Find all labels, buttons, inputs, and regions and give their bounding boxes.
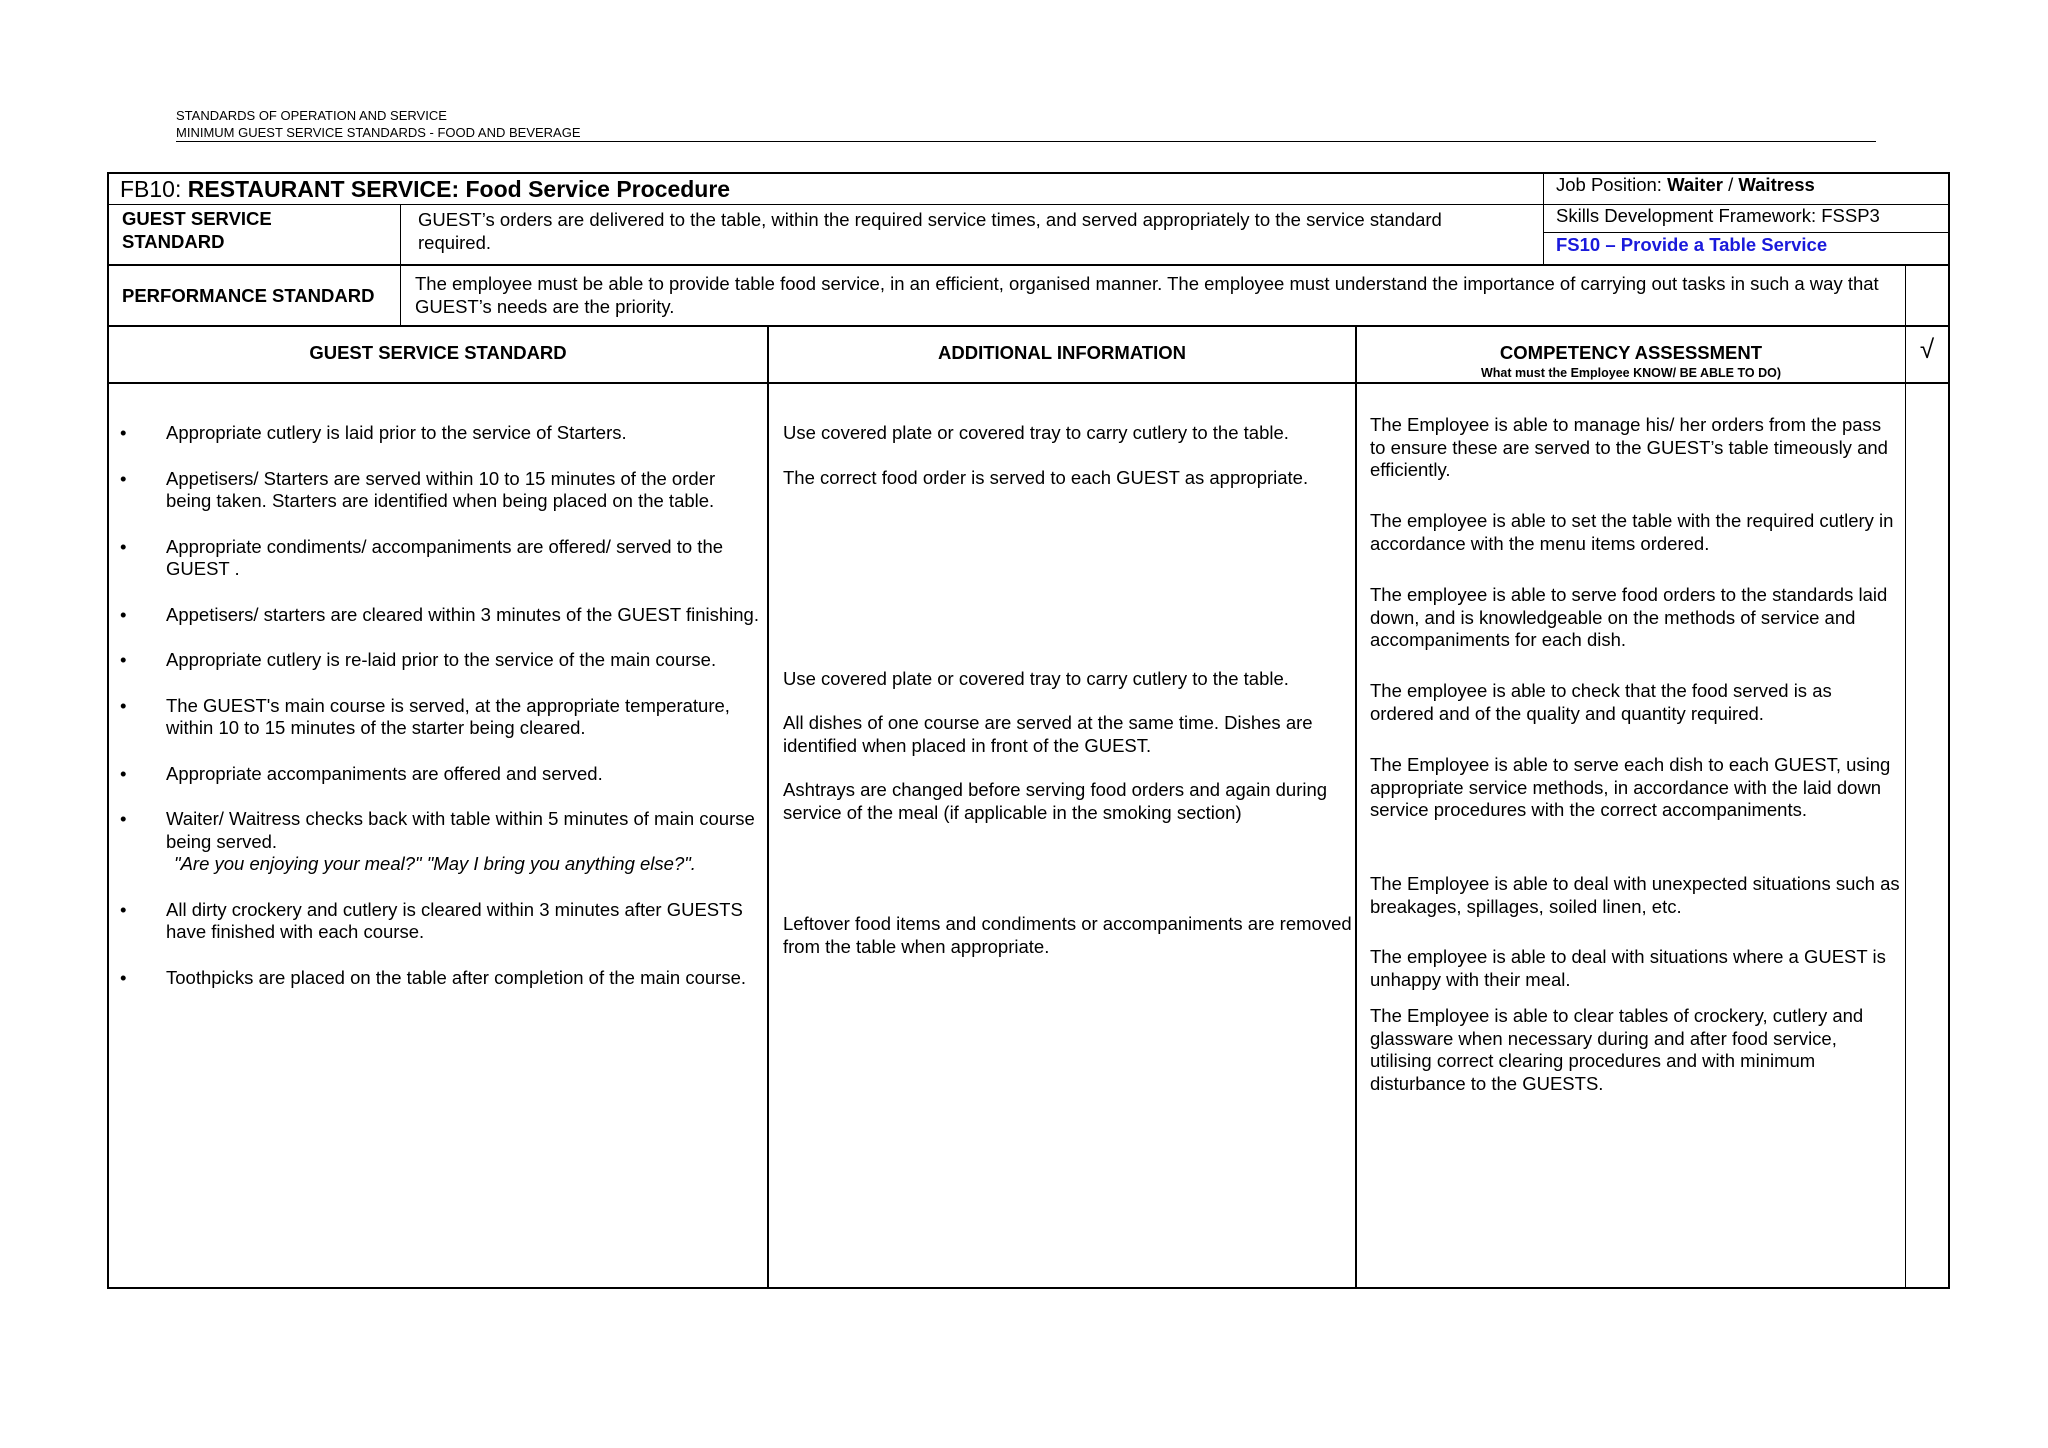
form-name: RESTAURANT SERVICE: Food Service Procedure: [187, 176, 731, 202]
skills-framework: Skills Development Framework: FSSP3: [1556, 205, 1880, 226]
competency-4: The employee is able to check that the food served is as ordered and of the quality and quantity required.: [1370, 680, 1832, 724]
col-header-guest-standard: GUEST SERVICE STANDARD: [309, 342, 567, 363]
job-position-separator: /: [1722, 174, 1739, 195]
guest-standard-label-line1: GUEST SERVICE: [122, 208, 272, 229]
additional-info-2: The correct food order is served to each GUEST as appropriate.: [783, 467, 1309, 488]
check-column-header: √: [1919, 334, 1935, 364]
guest-standard-text: GUEST’s orders are delivered to the table, within the required service times, and served appropriately to the service standard required.: [418, 209, 1442, 253]
list-item: • Appropriate condiments/ accompaniments are offered/ served to the GUEST .: [120, 535, 724, 579]
doc-header-line1: STANDARDS OF OPERATION AND SERVICE: [176, 108, 447, 123]
list-item: • Appetisers/ starters are cleared within 3 minutes of the GUEST finishing.: [120, 603, 759, 625]
additional-info-4: All dishes of one course are served at the same time. Dishes are identified when placed in front of the GUEST.: [783, 712, 1313, 756]
job-position-value: Waiter: [1667, 174, 1723, 195]
additional-info-6: Leftover food items and condiments or accompaniments are removed from the table when appropriate.: [783, 913, 1352, 957]
additional-info-5: Ashtrays are changed before serving food orders and again during service of the meal (if applicable in the smoking section): [783, 779, 1328, 823]
competency-1: The Employee is able to manage his/ her orders from the pass to ensure these are served to the GUEST’s table timeously and efficiently.: [1370, 414, 1888, 480]
standards-list: [120, 422, 760, 989]
competency-6: The Employee is able to deal with unexpected situations such as breakages, spillages, soiled linen, etc.: [1370, 873, 1900, 917]
competency-2: The employee is able to set the table with the required cutlery in accordance with the menu items ordered.: [1370, 510, 1894, 554]
guest-standard-label: [122, 208, 272, 253]
competency-5: The Employee is able to serve each dish to each GUEST, using appropriate service methods, in accordance with the laid down service procedures with the correct accompaniments.: [1370, 754, 1891, 820]
check-cell[interactable]: [1907, 384, 1948, 1287]
col-header-additional-info: ADDITIONAL INFORMATION: [937, 342, 1186, 363]
performance-label: PERFORMANCE STANDARD: [122, 285, 375, 306]
guest-standard-label-line2: STANDARD: [122, 230, 225, 252]
competency-8: The Employee is able to clear tables of crockery, cutlery and glassware when necessary during and after food service, utilising correct clearing procedures and with minimum disturbance to the GUESTS.: [1370, 1005, 1864, 1094]
list-item: • All dirty crockery and cutlery is cleared within 3 minutes after GUESTS have finished with each course.: [120, 898, 743, 942]
job-position-label: Job Position:: [1556, 174, 1668, 195]
header-rule: [176, 141, 1876, 142]
job-position: [1556, 174, 1815, 197]
list-item: • Appropriate cutlery is laid prior to the service of Starters.: [120, 422, 627, 443]
list-item: • Appetisers/ Starters are served within 10 to 15 minutes of the order being taken. Starters are identified when being placed on the table.: [120, 467, 716, 511]
doc-header-line2: MINIMUM GUEST SERVICE STANDARDS - FOOD AND BEVERAGE: [176, 125, 581, 140]
col-header-competency: COMPETENCY ASSESSMENT: [1499, 342, 1763, 363]
checkback-quote: "Are you enjoying your meal?" "May I bring you anything else?".: [174, 853, 696, 874]
framework-unit: FS10 – Provide a Table Service: [1556, 234, 1828, 255]
list-item: • Waiter/ Waitress checks back with table within 5 minutes of main course being served. "Are you enjoying your meal?" "May I bring you anything else?".: [120, 808, 760, 876]
job-position-value-2: Waitress: [1738, 174, 1815, 195]
form-title: [120, 176, 730, 202]
performance-text: The employee must be able to provide table food service, in an efficient, organised manner. The employee must understand the importance of carrying out tasks in such a way that GUEST’s needs are the priority.: [415, 273, 1879, 317]
col-header-competency-sub: What must the Employee KNOW/ BE ABLE TO DO): [1480, 366, 1782, 380]
form-code: FB10:: [120, 176, 188, 202]
competency-7: The employee is able to deal with situations where a GUEST is unhappy with their meal.: [1370, 946, 1886, 990]
additional-info-1: Use covered plate or covered tray to carry cutlery to the table.: [783, 422, 1289, 443]
list-item: • Toothpicks are placed on the table after completion of the main course.: [120, 966, 747, 988]
competency-3: The employee is able to serve food orders to the standards laid down, and is knowledgeable on the methods of service and accompaniments for each dish.: [1370, 584, 1888, 650]
list-item: • Appropriate accompaniments are offered and served.: [120, 762, 603, 784]
list-item: • The GUEST's main course is served, at the appropriate temperature, within 10 to 15 minutes of the starter being cleared.: [120, 694, 730, 738]
additional-info-3: Use covered plate or covered tray to carry cutlery to the table.: [783, 668, 1289, 689]
list-item: • Appropriate cutlery is re-laid prior to the service of the main course.: [120, 649, 717, 670]
